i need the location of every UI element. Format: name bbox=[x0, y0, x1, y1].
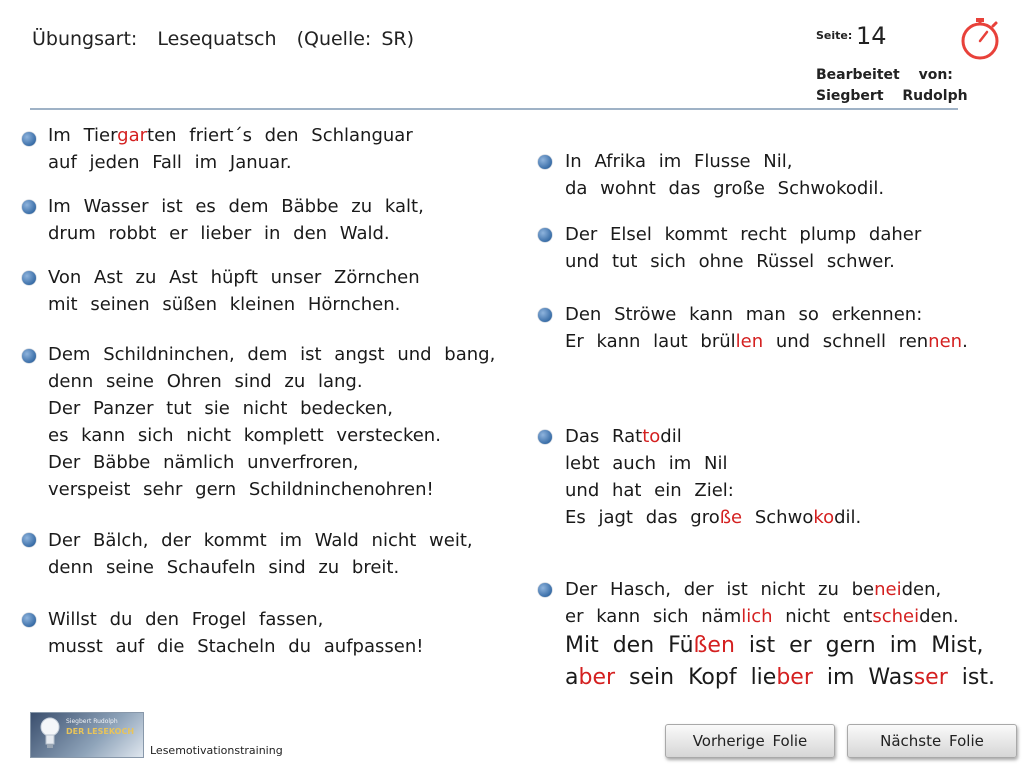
verse-text: musst auf die Stacheln du aufpassen! bbox=[48, 636, 424, 657]
verse-text: Das Rat bbox=[565, 426, 643, 447]
lightbulb-icon bbox=[38, 716, 62, 750]
verse-text: mit seinen süßen kleinen Hörnchen. bbox=[48, 294, 401, 315]
verse-text: sein Kopf lie bbox=[615, 665, 777, 690]
highlighted-syllable: lich bbox=[741, 606, 773, 627]
highlighted-syllable: ße bbox=[719, 507, 743, 528]
edited-by-label: Bearbeitet von: bbox=[816, 67, 953, 83]
verse-line bbox=[565, 328, 968, 355]
stopwatch-icon[interactable] bbox=[957, 15, 1003, 61]
verse-text: In Afrika im Flusse Nil, bbox=[565, 151, 793, 172]
verse-text: denn seine Ohren sind zu lang. bbox=[48, 371, 363, 392]
verse-line bbox=[48, 476, 495, 503]
verse-text: ten friert´s den Schlanguar bbox=[147, 125, 413, 146]
verse-line bbox=[48, 422, 495, 449]
verse-text: ist. bbox=[947, 665, 995, 690]
verse-text: dil. bbox=[834, 507, 862, 528]
previous-slide-button[interactable]: Vorherige Folie bbox=[665, 724, 835, 758]
verse-line bbox=[565, 450, 861, 477]
verse-text: denn seine Schaufeln sind zu breit. bbox=[48, 557, 400, 578]
highlighted-syllable: to bbox=[642, 426, 661, 447]
verse-text: Er kann laut brül bbox=[565, 331, 736, 352]
verse-text: Den Ströwe kann man so erkennen: bbox=[565, 304, 923, 325]
verse-line bbox=[48, 220, 424, 247]
verse-text: drum robbt er lieber in den Wald. bbox=[48, 223, 390, 244]
verse-line bbox=[48, 606, 423, 633]
highlighted-syllable: ber bbox=[578, 665, 616, 690]
verse-text: Der Elsel kommt recht plump daher bbox=[565, 224, 922, 245]
verse-line bbox=[565, 175, 884, 202]
verse-block bbox=[48, 122, 413, 176]
highlighted-syllable: nen bbox=[928, 331, 963, 352]
verse-line bbox=[565, 221, 921, 248]
next-slide-button[interactable]: Nächste Folie bbox=[847, 724, 1017, 758]
verse-text: den. bbox=[919, 606, 959, 627]
logo-author: Siegbert Rudolph bbox=[66, 718, 118, 725]
bullet-icon bbox=[538, 155, 552, 169]
bullet-icon bbox=[22, 200, 36, 214]
highlighted-syllable: ko bbox=[813, 507, 835, 528]
verse-line bbox=[565, 603, 995, 630]
verse-line bbox=[48, 264, 420, 291]
verse-line bbox=[48, 193, 424, 220]
verse-block bbox=[565, 221, 921, 275]
logo-text: DER LESEKOCH bbox=[66, 727, 135, 736]
verse-line bbox=[565, 576, 995, 603]
verse-line bbox=[565, 477, 861, 504]
verse-text: da wohnt das große Schwokodil. bbox=[565, 178, 885, 199]
verse-text: Der Bäbbe nämlich unverfroren, bbox=[48, 452, 359, 473]
header-divider bbox=[30, 108, 958, 110]
verse-text: nicht ent bbox=[772, 606, 873, 627]
verse-line bbox=[565, 662, 995, 694]
verse-text: Es jagt das gro bbox=[565, 507, 720, 528]
verse-block bbox=[48, 527, 473, 581]
verse-line bbox=[48, 449, 495, 476]
page-number: 14 bbox=[856, 22, 887, 50]
bullet-icon bbox=[538, 228, 552, 242]
verse-text: auf jeden Fall im Januar. bbox=[48, 152, 292, 173]
verse-text: im Was bbox=[812, 665, 914, 690]
verse-block bbox=[565, 423, 861, 531]
footer-label: Lesemotivationstraining bbox=[150, 744, 283, 757]
verse-text: Willst du den Frogel fassen, bbox=[48, 609, 324, 630]
verse-text: lebt auch im Nil bbox=[565, 453, 728, 474]
verse-line bbox=[48, 554, 473, 581]
highlighted-syllable: gar bbox=[117, 125, 148, 146]
bullet-icon bbox=[538, 583, 552, 597]
verse-text: Mit den Fü bbox=[565, 633, 694, 658]
verse-line bbox=[565, 504, 861, 531]
verse-text: Der Panzer tut sie nicht bedecken, bbox=[48, 398, 393, 419]
verse-line bbox=[48, 368, 495, 395]
highlighted-syllable: nei bbox=[874, 579, 902, 600]
verse-line bbox=[48, 149, 413, 176]
verse-text: . bbox=[962, 331, 968, 352]
verse-line bbox=[565, 630, 995, 662]
verse-line bbox=[48, 291, 420, 318]
verse-block bbox=[48, 193, 424, 247]
highlighted-syllable: len bbox=[735, 331, 764, 352]
verse-text: und schnell ren bbox=[763, 331, 929, 352]
bullet-icon bbox=[22, 271, 36, 285]
verse-text: Der Bälch, der kommt im Wald nicht weit, bbox=[48, 530, 473, 551]
verse-line bbox=[565, 148, 884, 175]
verse-block bbox=[565, 301, 968, 355]
verse-text: dil bbox=[660, 426, 682, 447]
verse-block bbox=[48, 606, 423, 660]
verse-block bbox=[565, 576, 995, 694]
verse-line bbox=[48, 122, 413, 149]
highlighted-syllable: ser bbox=[913, 665, 948, 690]
highlighted-syllable: ßen bbox=[693, 633, 735, 658]
verse-block bbox=[48, 264, 420, 318]
verse-line bbox=[565, 423, 861, 450]
bullet-icon bbox=[22, 533, 36, 547]
verse-text: und tut sich ohne Rüssel schwer. bbox=[565, 251, 895, 272]
verse-line bbox=[565, 301, 968, 328]
verse-text: Schwo bbox=[742, 507, 814, 528]
highlighted-syllable: ber bbox=[776, 665, 813, 690]
verse-text: verspeist sehr gern Schildninchenohren! bbox=[48, 479, 434, 500]
edited-by-name: Siegbert Rudolph bbox=[816, 88, 968, 104]
verse-line bbox=[48, 395, 495, 422]
page-label: Seite: bbox=[816, 29, 853, 42]
verse-text: er kann sich näm bbox=[565, 606, 742, 627]
verse-line bbox=[48, 527, 473, 554]
verse-text: den, bbox=[901, 579, 942, 600]
verse-block bbox=[565, 148, 884, 202]
verse-text: ist er gern im Mist, bbox=[734, 633, 984, 658]
verse-line bbox=[565, 248, 921, 275]
verse-text: und hat ein Ziel: bbox=[565, 480, 734, 501]
verse-text: a bbox=[565, 665, 579, 690]
bullet-icon bbox=[22, 132, 36, 146]
verse-text: Im Tier bbox=[48, 125, 118, 146]
verse-text: Der Hasch, der ist nicht zu be bbox=[565, 579, 875, 600]
highlighted-syllable: schei bbox=[872, 606, 920, 627]
bullet-icon bbox=[538, 308, 552, 322]
bullet-icon bbox=[22, 613, 36, 627]
bullet-icon bbox=[538, 430, 552, 444]
verse-text: es kann sich nicht komplett verstecken. bbox=[48, 425, 441, 446]
verse-line bbox=[48, 633, 423, 660]
verse-text: Von Ast zu Ast hüpft unser Zörnchen bbox=[48, 267, 420, 288]
verse-block bbox=[48, 341, 495, 503]
bullet-icon bbox=[22, 349, 36, 363]
verse-text: Im Wasser ist es dem Bäbbe zu kalt, bbox=[48, 196, 424, 217]
verse-text: Dem Schildninchen, dem ist angst und bang, bbox=[48, 344, 496, 365]
verse-line bbox=[48, 341, 495, 368]
exercise-title: Übungsart: Lesequatsch (Quelle: SR) bbox=[32, 28, 415, 50]
